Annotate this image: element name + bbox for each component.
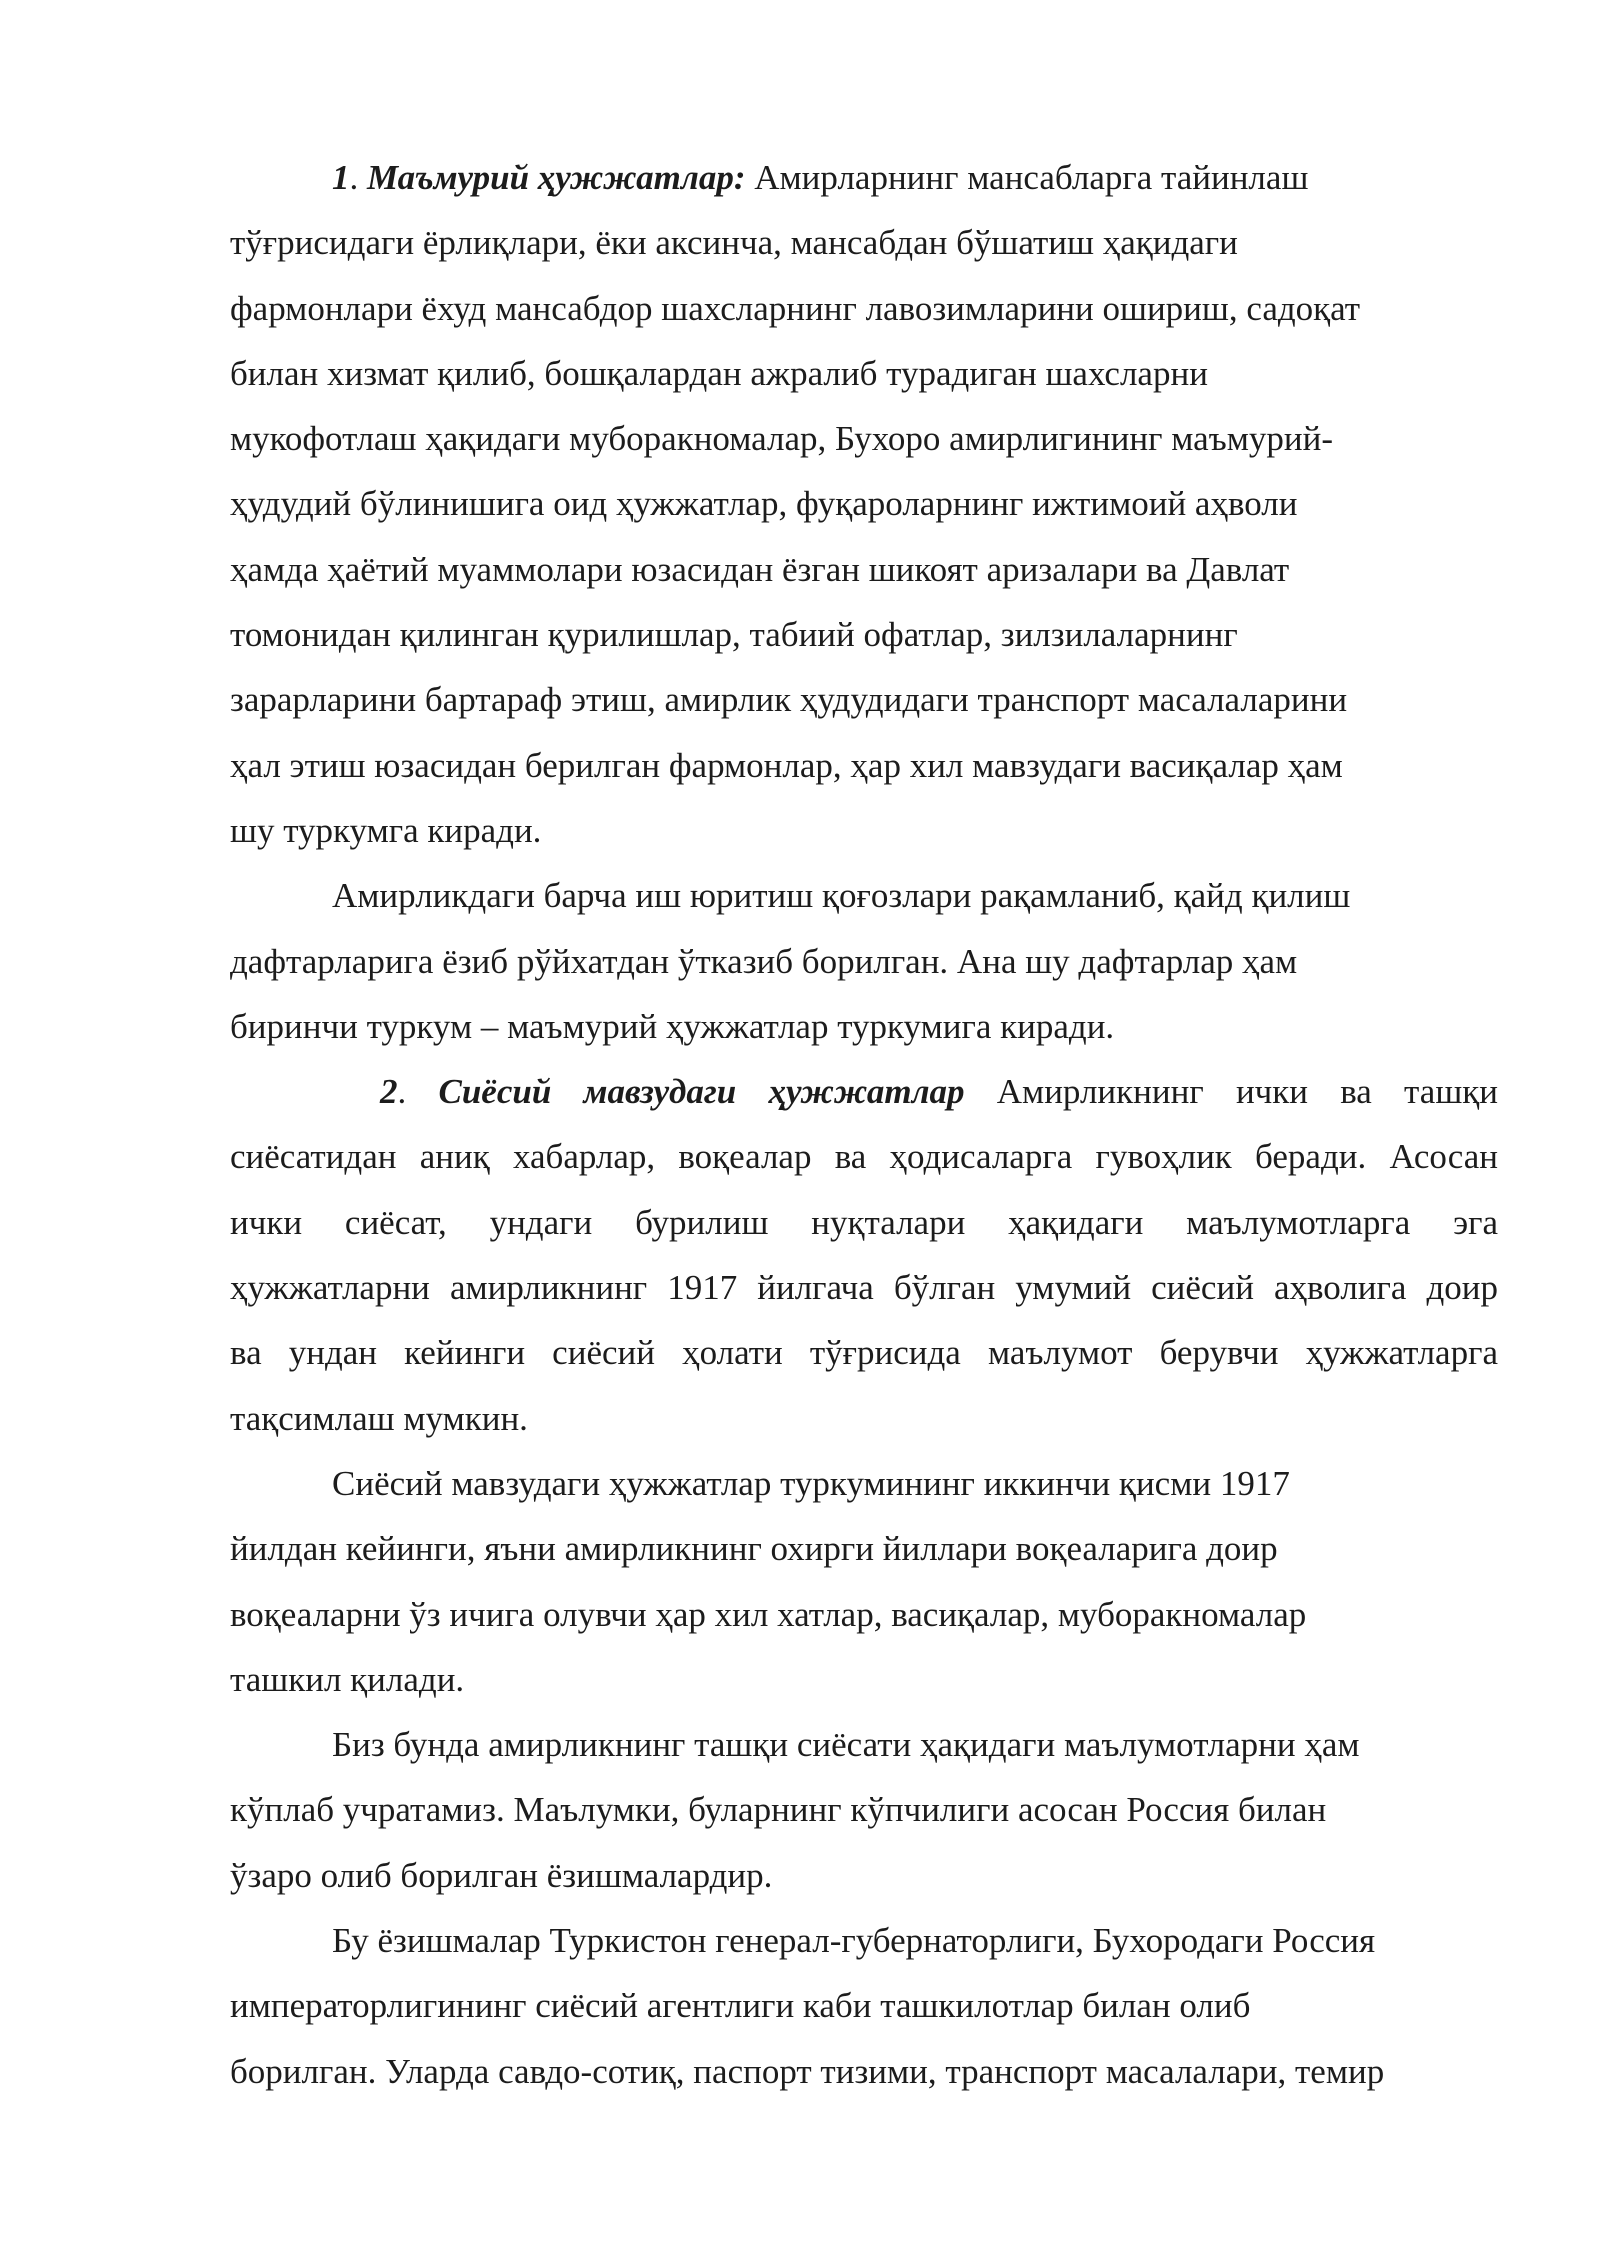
paragraph-line: биринчи туркум – маъмурий ҳужжатлар туркумига киради.	[230, 1006, 1115, 1046]
section-title: Маъмурий ҳужжатлар:	[367, 158, 746, 197]
paragraph-line: ҳужжатларни амирликнинг 1917 йилгача бўлган умумий сиёсий аҳволига доир	[230, 1268, 1498, 1308]
paragraph-line: билан хизмат қилиб, бошқалардан ажралиб турадиган шахсларни	[230, 353, 1208, 393]
section-number: 2	[380, 1072, 398, 1112]
paragraph-line: зарарларини бартараф этиш, амирлик ҳудудидаги транспорт масалаларини	[230, 680, 1348, 720]
paragraph-line: шу туркумга киради.	[230, 810, 542, 850]
paragraph-line: ҳудудий бўлинишига оид ҳужжатлар, фуқароларнинг ижтимоий аҳволи	[230, 484, 1298, 524]
paragraph-line: ички сиёсат, ундаги бурилиш нуқталари ҳақидаги маълумотларга эга	[230, 1202, 1498, 1242]
paragraph-text: Амирликнинг ички ва ташқи	[964, 1072, 1498, 1112]
paragraph-line: ҳамда ҳаётий муаммолари юзасидан ёзган шикоят аризалари ва Давлат	[230, 549, 1290, 589]
section-political-documents	[230, 1059, 1498, 1451]
section-administrative-documents	[230, 145, 1498, 863]
paragraph-line: борилган. Уларда савдо-сотиқ, паспорт тизими, транспорт масалалари, темир	[230, 2051, 1385, 2091]
paragraph-registry	[230, 863, 1498, 1059]
paragraph-line: Амирликдаги барча иш юритиш қоғозлари рақамланиб, қайд қилиш	[332, 876, 1351, 916]
paragraph-line: мукофотлаш ҳақидаги муборакномалар, Бухоро амирлигининг маъмурий-	[230, 419, 1333, 459]
section-title: Сиёсий мавзудаги ҳужжатлар	[438, 1072, 965, 1112]
paragraph-line: тақсимлаш мумкин.	[230, 1398, 528, 1438]
document-page	[230, 145, 1498, 2104]
paragraph-foreign-policy	[230, 1712, 1498, 1908]
paragraph-line: фармонлари ёхуд мансабдор шахсларнинг лавозимларини ошириш, садоқат	[230, 288, 1361, 328]
paragraph-line: воқеаларни ўз ичига олувчи ҳар хил хатлар, васиқалар, муборакномалар	[230, 1594, 1307, 1634]
section-number: 1	[332, 158, 350, 197]
paragraph-line: ўзаро олиб борилган ёзишмалардир.	[230, 1855, 773, 1895]
paragraph-line: йилдан кейинги, яъни амирликнинг охирги йиллари воқеаларига доир	[230, 1529, 1278, 1569]
paragraph-line: ва ундан кейинги сиёсий ҳолати тўғрисида маълумот берувчи ҳужжатларга	[230, 1333, 1498, 1373]
paragraph-line: дафтарларига ёзиб рўйхатдан ўтказиб борилган. Ана шу дафтарлар ҳам	[230, 941, 1298, 981]
paragraph-line: ташкил қилади.	[230, 1659, 465, 1699]
paragraph-line: Бу ёзишмалар Туркистон генерал-губернаторлиги, Бухородаги Россия	[332, 1921, 1376, 1961]
paragraph-line: Сиёсий мавзудаги ҳужжатлар туркумининг иккинчи қисми 1917	[332, 1463, 1290, 1503]
paragraph-text: Амирларнинг мансабларга тайинлаш	[745, 158, 1309, 197]
paragraph-line: ҳал этиш юзасидан берилган фармонлар, ҳар хил мавзудаги васиқалар ҳам	[230, 745, 1343, 785]
paragraph-correspondence	[230, 1908, 1498, 2104]
paragraph-line: тўғрисидаги ёрлиқлари, ёки аксинча, мансабдан бўшатиш ҳақидаги	[230, 223, 1238, 263]
paragraph-line: 1. Маъмурий ҳужжатлар: Амирларнинг мансабларга тайинлаш	[332, 158, 1309, 197]
paragraph-line: сиёсатидан аниқ хабарлар, воқеалар ва ҳодисаларга гувоҳлик беради. Асосан	[230, 1137, 1498, 1177]
paragraph-line: Биз бунда амирликнинг ташқи сиёсати ҳақидаги маълумотларни ҳам	[332, 1725, 1360, 1765]
paragraph-line: императорлигининг сиёсий агентлиги каби ташкилотлар билан олиб	[230, 1986, 1251, 2026]
paragraph-line: томонидан қилинган қурилишлар, табиий офатлар, зилзилаларнинг	[230, 615, 1238, 655]
paragraph-line: кўплаб учратамиз. Маълумки, буларнинг кўпчилиги асосан Россия билан	[230, 1790, 1327, 1830]
paragraph-second-part	[230, 1451, 1498, 1712]
paragraph-line: 2. Сиёсий мавзудаги ҳужжатлар Амирликнинг ички ва ташқи	[380, 1072, 1498, 1112]
